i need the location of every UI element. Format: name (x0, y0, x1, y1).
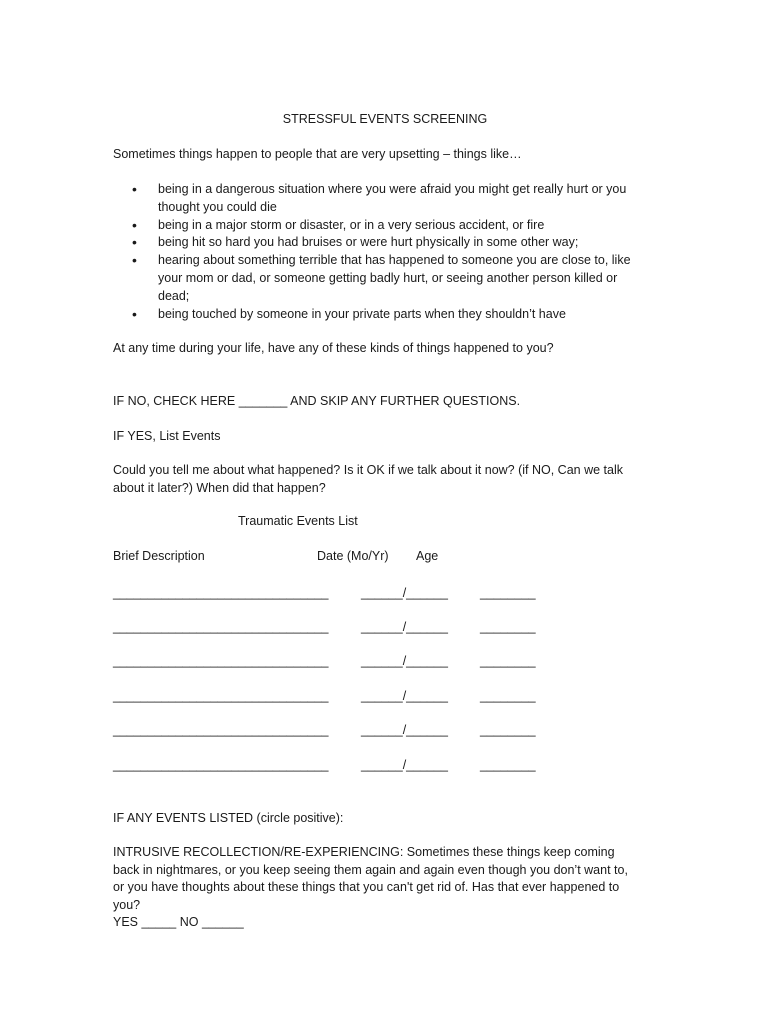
date-blank[interactable]: ______/______ (361, 758, 448, 772)
age-blank[interactable]: ________ (480, 620, 536, 634)
description-blank[interactable]: _______________________________ (113, 586, 329, 600)
description-blank[interactable]: _______________________________ (113, 620, 329, 634)
table-row[interactable] (113, 586, 543, 604)
age-blank[interactable]: ________ (480, 689, 536, 703)
date-blank[interactable]: ______/______ (361, 654, 448, 668)
follow-up-questions: Could you tell me about what happened? Is it OK if we talk about it now? (if NO, Can we talk about it later?) When did that happen? (113, 463, 623, 495)
table-row[interactable] (113, 620, 543, 638)
events-table-header (113, 549, 513, 567)
intrusive-recollection-question: INTRUSIVE RECOLLECTION/RE-EXPERIENCING: Sometimes these things keep coming back in nightmares, or you keep seeing them again and again even though you don’t want to, or you have thoughts about these things that you can't get rid of. Has that ever happened to you? (113, 845, 628, 912)
date-blank[interactable]: ______/______ (361, 689, 448, 703)
date-blank[interactable]: ______/______ (361, 620, 448, 634)
column-header-age: Age (416, 549, 439, 563)
page-title: STRESSFUL EVENTS SCREENING (282, 112, 488, 126)
table-row[interactable] (113, 723, 543, 741)
column-header-description: Brief Description (113, 549, 205, 563)
table-row[interactable] (113, 689, 543, 707)
table-row[interactable] (113, 758, 543, 776)
description-blank[interactable]: _______________________________ (113, 654, 329, 668)
if-no-instruction: IF NO, CHECK HERE _______ AND SKIP ANY FURTHER QUESTIONS. (113, 394, 521, 408)
event-examples-list (113, 181, 648, 323)
description-blank[interactable]: _______________________________ (113, 723, 329, 737)
column-header-date: Date (Mo/Yr) (317, 549, 389, 563)
age-blank[interactable]: ________ (480, 654, 536, 668)
list-item: • being touched by someone in your private parts when they shouldn’t have (113, 306, 648, 324)
if-yes-instruction: IF YES, List Events (113, 429, 221, 443)
intro-text: Sometimes things happen to people that are very upsetting – things like… (113, 147, 522, 161)
if-any-events-heading: IF ANY EVENTS LISTED (circle positive): (113, 811, 344, 825)
age-blank[interactable]: ________ (480, 758, 536, 772)
table-row[interactable] (113, 654, 543, 672)
any-time-question: At any time during your life, have any of these kinds of things happened to you? (113, 341, 554, 355)
list-item: • being in a dangerous situation where you were afraid you might get really hurt or you thought you could die (113, 181, 648, 217)
yes-no-answer-blanks[interactable]: YES _____ NO ______ (113, 915, 244, 929)
age-blank[interactable]: ________ (480, 586, 536, 600)
description-blank[interactable]: _______________________________ (113, 689, 329, 703)
events-list-title: Traumatic Events List (238, 514, 358, 528)
list-item: • hearing about something terrible that has happened to someone you are close to, like your mom or dad, or someone getting badly hurt, or seeing another person killed or dead; (113, 252, 648, 305)
description-blank[interactable]: _______________________________ (113, 758, 329, 772)
age-blank[interactable]: ________ (480, 723, 536, 737)
list-item: • being in a major storm or disaster, or in a very serious accident, or fire (113, 217, 648, 235)
date-blank[interactable]: ______/______ (361, 586, 448, 600)
date-blank[interactable]: ______/______ (361, 723, 448, 737)
list-item: • being hit so hard you had bruises or were hurt physically in some other way; (113, 234, 648, 252)
